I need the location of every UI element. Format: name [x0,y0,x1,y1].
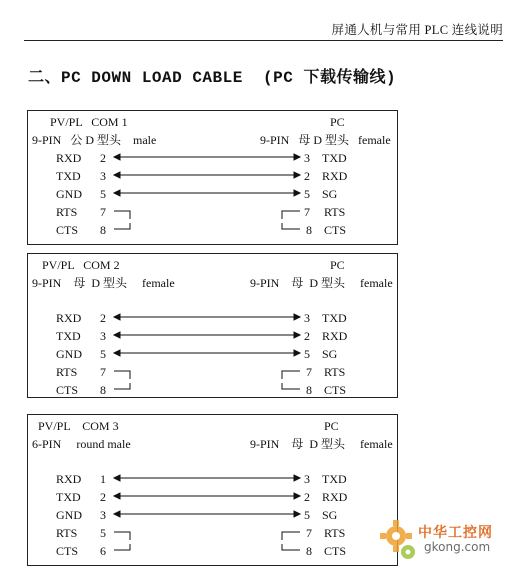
wiring-diagram [28,415,397,565]
loopback-wire [282,532,300,540]
header-title: 屏通人机与常用 PLC 连线说明 [331,23,503,37]
cable-right-title: PC [330,258,345,272]
row-right-signal: SG [322,508,338,522]
watermark-url: gkong.com [424,540,491,554]
row-left-signal: RTS [56,205,78,219]
watermark-logo [378,512,512,566]
row-right-signal: CTS [324,383,347,397]
gear-icon [378,516,418,566]
cable-right-title: PC [324,419,339,433]
row-right-pin: 7 [304,205,310,219]
row-right-signal: TXD [322,311,347,325]
watermark-name: 中华工控网 [418,525,493,541]
loopback-wire [282,211,300,219]
loopback-wire [114,544,130,550]
row-right-pin: 8 [306,383,312,397]
arrow-left-icon [114,493,120,499]
arrow-left-icon [114,154,120,160]
row-right-signal: TXD [322,151,347,165]
cable-box-com1 [27,110,398,245]
row-left-signal: TXD [56,169,81,183]
cable-box-com2 [27,253,398,398]
row-right-signal: RXD [322,329,348,343]
row-right-pin: 2 [304,490,310,504]
row-right-signal: RXD [322,490,348,504]
row-left-pin: 3 [100,508,106,522]
row-right-signal: RTS [324,526,346,540]
row-left-pin: 6 [100,544,106,558]
cable-right-title: PC [330,115,345,129]
arrow-left-icon [114,332,120,338]
row-right-pin: 8 [306,223,312,237]
cable-right-connector: 9-PIN 母 D 型头 female [250,276,393,290]
arrow-right-icon [294,190,300,196]
row-right-signal: RTS [324,205,346,219]
row-left-pin: 3 [100,329,106,343]
arrow-right-icon [294,314,300,320]
row-left-pin: 5 [100,526,106,540]
cable-left-connector: 9-PIN 母 D 型头 female [32,276,175,290]
row-left-pin: 1 [100,472,106,486]
arrow-right-icon [294,154,300,160]
row-left-pin: 2 [100,490,106,504]
cable-right-connector: 9-PIN 母 D 型头 female [260,133,391,147]
row-right-signal: SG [322,187,338,201]
header-rule [24,40,503,41]
row-left-pin: 5 [100,187,106,201]
row-left-signal: RTS [56,526,78,540]
arrow-left-icon [114,475,120,481]
arrow-right-icon [294,511,300,517]
arrow-right-icon [294,172,300,178]
row-right-pin: 5 [304,508,310,522]
row-left-pin: 8 [100,383,106,397]
row-right-signal: CTS [324,544,347,558]
row-left-pin: 2 [100,151,106,165]
row-left-signal: CTS [56,223,79,237]
row-right-signal: TXD [322,472,347,486]
row-left-signal: TXD [56,329,81,343]
row-right-pin: 5 [304,187,310,201]
loopback-wire [114,383,130,389]
loopback-wire [114,371,130,379]
row-left-signal: CTS [56,383,79,397]
row-left-pin: 2 [100,311,106,325]
row-left-signal: RXD [56,472,82,486]
cable-box-com3 [27,414,398,566]
cable-left-connector: 6-PIN round male [32,437,131,451]
arrow-left-icon [114,350,120,356]
loopback-wire [282,223,300,229]
row-right-signal: RXD [322,169,348,183]
arrow-left-icon [114,172,120,178]
row-left-signal: RXD [56,151,82,165]
row-left-pin: 3 [100,169,106,183]
row-right-pin: 2 [304,169,310,183]
arrow-right-icon [294,350,300,356]
row-right-pin: 8 [306,544,312,558]
loopback-wire [282,383,300,389]
cable-left-connector: 9-PIN 公 D 型头 male [32,133,157,147]
wiring-diagram [28,111,397,244]
loopback-wire [282,544,300,550]
page-header [0,0,517,44]
row-left-pin: 8 [100,223,106,237]
arrow-right-icon [294,332,300,338]
loopback-wire [282,371,300,379]
cable-right-connector: 9-PIN 母 D 型头 female [250,437,393,451]
row-right-pin: 2 [304,329,310,343]
row-right-signal: SG [322,347,338,361]
row-left-signal: RXD [56,311,82,325]
row-left-signal: RTS [56,365,78,379]
row-left-pin: 7 [100,205,106,219]
row-left-signal: TXD [56,490,81,504]
arrow-left-icon [114,511,120,517]
cable-left-title: PV/PL COM 2 [42,258,120,272]
arrow-right-icon [294,475,300,481]
wiring-diagram [28,254,397,397]
arrow-left-icon [114,314,120,320]
row-right-pin: 3 [304,472,310,486]
loopback-wire [114,532,130,540]
cable-left-title: PV/PL COM 3 [38,419,119,433]
row-left-signal: GND [56,187,82,201]
row-right-signal: CTS [324,223,347,237]
row-left-pin: 5 [100,347,106,361]
cable-left-title: PV/PL COM 1 [50,115,128,129]
row-right-pin: 5 [304,347,310,361]
loopback-wire [114,211,130,219]
row-right-signal: RTS [324,365,346,379]
row-left-signal: GND [56,508,82,522]
row-right-pin: 3 [304,151,310,165]
row-right-pin: 7 [306,365,312,379]
loopback-wire [114,223,130,229]
arrow-left-icon [114,190,120,196]
row-right-pin: 7 [306,526,312,540]
row-right-pin: 3 [304,311,310,325]
row-left-pin: 7 [100,365,106,379]
row-left-signal: CTS [56,544,79,558]
row-left-signal: GND [56,347,82,361]
section-title: 二、PC DOWN LOAD CABLE (PC 下载传输线) [28,69,397,87]
arrow-right-icon [294,493,300,499]
